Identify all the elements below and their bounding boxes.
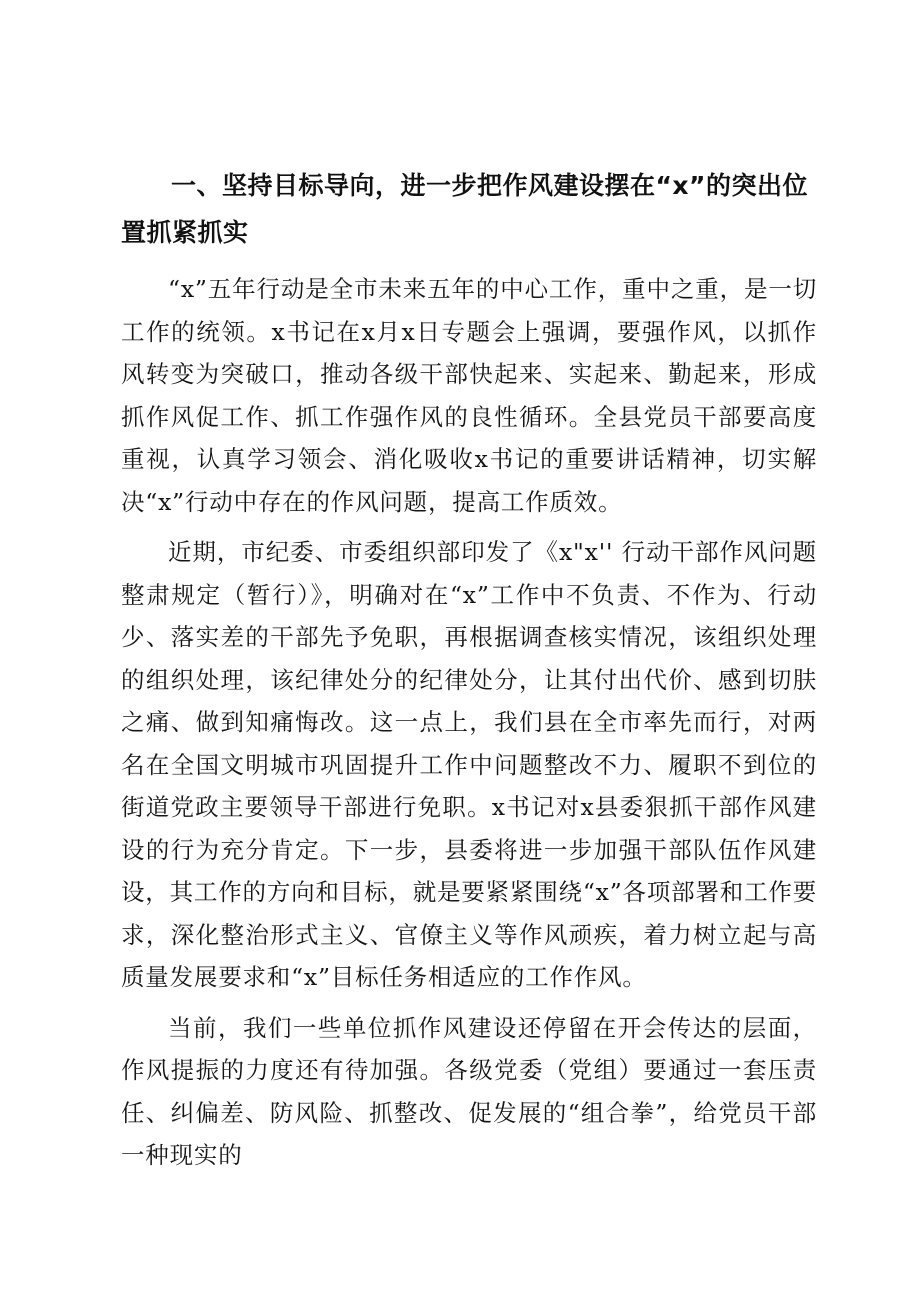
section-heading: 一、坚持目标导向，进一步把作风建设摆在“x”的突出位置抓紧抓实 bbox=[121, 171, 808, 247]
paragraph-current-situation: 当前，我们一些单位抓作风建设还停留在开会传达的层面，作风提振的力度还有待加强。各级党委（党组）要通过一套压责任、纠偏差、防风险、抓整改、促发展的“组合拳”，给党员干部一种现实的 bbox=[121, 1013, 817, 1169]
paragraph-discipline-regulation: 近期，市纪委、市委组织部印发了《x"x'' 行动干部作风问题整肃规定（暂行）》，明确对在“x”工作中不负责、不作为、行动少、落实差的干部先予免职，再根据调查核实情况，该组织处理的组织处理，该纪律处分的纪律处分，让其付出代价、感到切肤之痛、做到知痛悔改。这一点上，我们县在全市率先而行，对两名在全国文明城市巩固提升工作中问题整改不力、履职不到位的街道党政主要领导干部进行免职。x书记对x县委狠抓干部作风建设的行为充分肯定。下一步，县委将进一步加强干部队伍作风建设，其工作的方向和目标，就是要紧紧围绕“x”各项部署和工作要求，深化整治形式主义、官僚主义等作风顽疾，着力树立起与高质量发展要求和“x”目标任务相适应的工作作风。 bbox=[121, 538, 817, 991]
document-body bbox=[121, 162, 817, 1177]
paragraph-five-year-action: “x”五年行动是全市未来五年的中心工作，重中之重，是一切工作的统领。x书记在x月x日专题会上强调，要强作风，以抓作风转变为突破口，推动各级干部快起来、实起来、勤起来，形成抓作风促工作、抓工作强作风的良性循环。全县党员干部要高度重视，认真学习领会、消化吸收x书记的重要讲话精神，切实解决“x”行动中存在的作风问题，提高工作质效。 bbox=[121, 275, 817, 516]
